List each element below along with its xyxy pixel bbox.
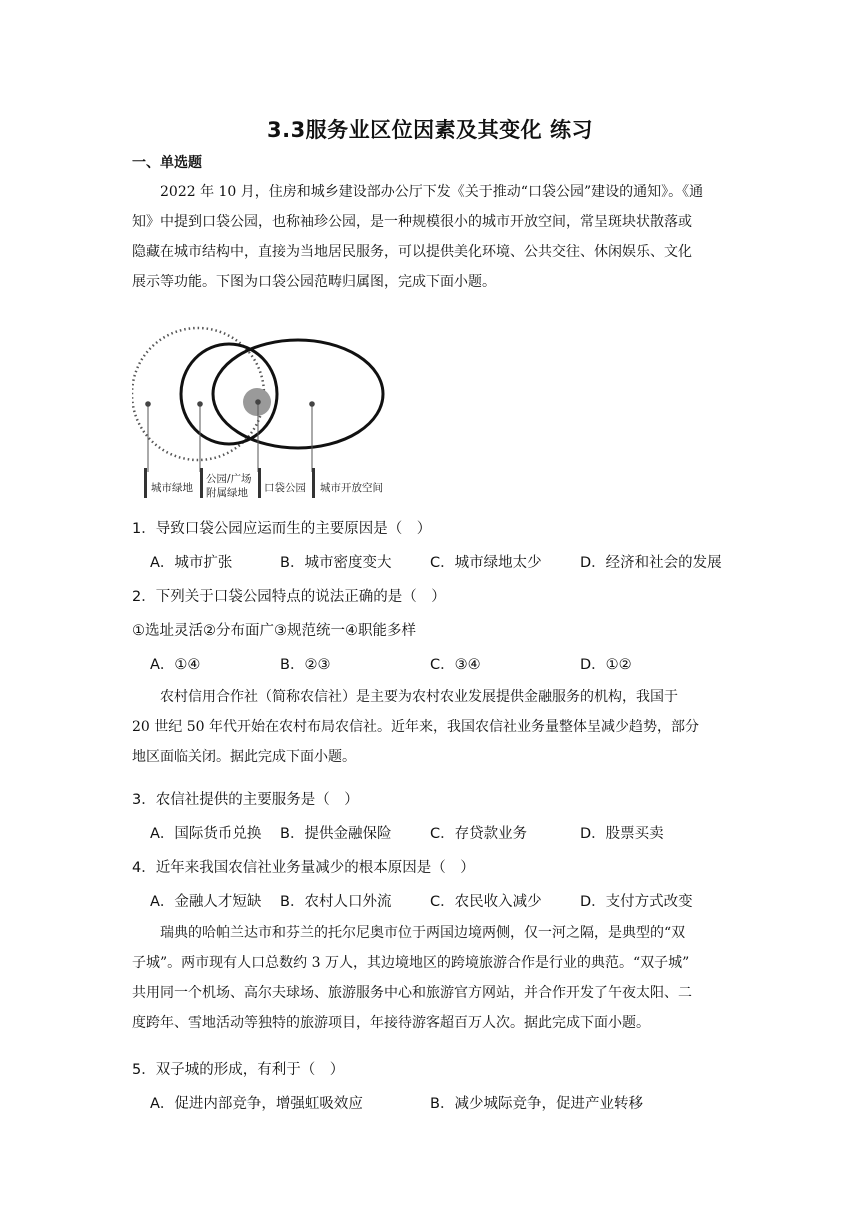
- label-park-square: 公园/广场: [206, 473, 252, 485]
- question-1-stem: 1．导致口袋公园应运而生的主要原因是（ ）: [132, 521, 432, 537]
- q3-option-c[interactable]: C．存贷款业务: [430, 826, 528, 842]
- passage-line: 农村信用合作社（简称农信社）是主要为农村农业发展提供金融服务的机构，我国于: [160, 689, 678, 705]
- q3-option-b[interactable]: B．提供金融保险: [280, 826, 392, 842]
- passage-twin-city: [132, 918, 730, 1038]
- passage-pocket-park: [132, 177, 730, 297]
- q1-option-a[interactable]: A．城市扩张: [150, 555, 233, 571]
- q4-option-d[interactable]: D．支付方式改变: [580, 894, 693, 910]
- q1-option-c[interactable]: C．城市绿地太少: [430, 555, 542, 571]
- question-5-stem: 5．双子城的形成，有利于（ ）: [132, 1062, 345, 1078]
- passage-line: 知》中提到口袋公园，也称袖珍公园，是一种规模很小的城市开放空间，常呈斑块状散落或: [132, 214, 692, 230]
- passage-line: 20 世纪 50 年代开始在农村布局农信社。近年来，我国农信社业务量整体呈减少趋势，部分: [132, 719, 699, 735]
- question-2-stem: 2．下列关于口袋公园特点的说法正确的是（ ）: [132, 589, 446, 605]
- passage-line: 共用同一个机场、高尔夫球场、旅游服务中心和旅游官方网站，并合作开发了午夜太阳、二: [132, 985, 692, 1001]
- question-2-statements: ①选址灵活②分布面广③规范统一④职能多样: [132, 623, 416, 639]
- q2-option-c[interactable]: C．③④: [430, 657, 481, 673]
- q3-option-d[interactable]: D．股票买卖: [580, 826, 664, 842]
- question-4-stem: 4．近年来我国农信社业务量减少的根本原因是（ ）: [132, 860, 475, 876]
- q2-option-d[interactable]: D．①②: [580, 657, 632, 673]
- question-3-stem: 3．农信社提供的主要服务是（ ）: [132, 792, 359, 808]
- q3-option-a[interactable]: A．国际货币兑换: [150, 826, 262, 842]
- q1-option-d[interactable]: D．经济和社会的发展: [580, 555, 722, 571]
- q4-option-a[interactable]: A．金融人才短缺: [150, 894, 262, 910]
- q4-option-c[interactable]: C．农民收入减少: [430, 894, 542, 910]
- passage-rural-credit: [132, 682, 730, 772]
- passage-line: 2022 年 10 月，住房和城乡建设部办公厅下发《关于推动“口袋公园”建设的通知》。《通: [160, 184, 704, 200]
- passage-line: 瑞典的哈帕兰达市和芬兰的托尔尼奥市位于两国边境两侧，仅一河之隔，是典型的“双: [160, 925, 686, 941]
- passage-line: 展示等功能。下图为口袋公园范畴归属图，完成下面小题。: [132, 274, 496, 290]
- urban-open-space-ellipse: [213, 340, 383, 448]
- label-urban-green-space: 城市绿地: [151, 482, 193, 494]
- passage-line: 度跨年、雪地活动等独特的旅游项目，年接待游客超百万人次。据此完成下面小题。: [132, 1015, 650, 1031]
- q5-option-b[interactable]: B．减少城际竞争，促进产业转移: [430, 1096, 643, 1112]
- pocket-park-category-diagram: [132, 312, 402, 512]
- label-pocket-park: 口袋公园: [264, 482, 306, 494]
- q2-option-a[interactable]: A．①④: [150, 657, 201, 673]
- passage-line: 地区面临关闭。据此完成下面小题。: [132, 749, 356, 765]
- q1-option-b[interactable]: B．城市密度变大: [280, 555, 392, 571]
- q5-option-a[interactable]: A．促进内部竞争，增强虹吸效应: [150, 1096, 363, 1112]
- page-title: 3.3服务业区位因素及其变化 练习: [266, 118, 593, 142]
- q4-option-b[interactable]: B．农村人口外流: [280, 894, 392, 910]
- passage-line: 子城”。两市现有人口总数约 3 万人，其边境地区的跨境旅游合作是行业的典范。“双子城”: [132, 955, 690, 971]
- q2-option-b[interactable]: B．②③: [280, 657, 331, 673]
- passage-line: 隐藏在城市结构中，直接为当地居民服务，可以提供美化环境、公共交往、休闲娱乐、文化: [132, 244, 692, 260]
- section-heading: 一、单选题: [132, 155, 202, 171]
- label-urban-open-space: 城市开放空间: [320, 482, 383, 494]
- label-attached-green: 附属绿地: [206, 487, 248, 499]
